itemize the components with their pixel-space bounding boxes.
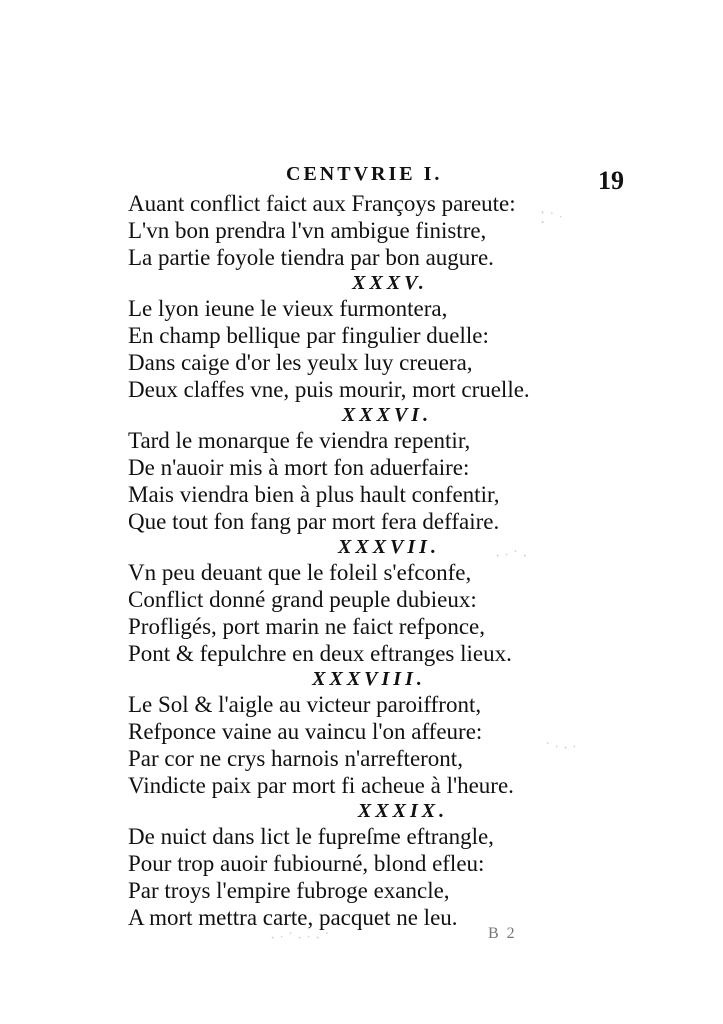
verse-line: Pour trop auoir fubiourné, blond efleu: xyxy=(128,851,485,876)
running-head: CENTVRIE I. xyxy=(286,163,443,185)
show-through-mark: · ˑ ˙ · xyxy=(495,548,528,565)
quatrain xyxy=(128,403,588,535)
verse-line: De nuict dans lict le fupreſme eftrangle, xyxy=(128,824,494,849)
verse-line: Vindicte paix par mort fi acheue à l'heure. xyxy=(128,773,514,798)
verse-line: De n'auoir mis à mort fon aduerfaire: xyxy=(128,455,470,480)
verse-line: Vn peu deuant que le foleil s'efconfe, xyxy=(128,560,472,585)
quatrain-number: XXXVII. xyxy=(338,536,440,558)
quatrain-number: XXXVI. xyxy=(341,404,433,426)
verse-line: Profligés, port marin ne faict refponce, xyxy=(128,614,486,639)
verse-line: La partie foyole tiendra par bon augure. xyxy=(128,245,494,270)
quatrain xyxy=(128,190,588,271)
quatrain xyxy=(128,799,588,931)
verse-line: A mort mettra carte, pacquet ne leu. xyxy=(128,905,458,930)
verse-line: Pont & fepulchre en deux eftranges lieux. xyxy=(128,641,512,666)
verse-line: Le Sol & l'aigle au victeur paroiffront, xyxy=(128,692,482,717)
catchword: B 2 xyxy=(488,925,517,942)
verse-line: Par cor ne crys harnois n'arrefteront, xyxy=(128,746,463,771)
verse-line: Par troys l'empire fubroge exancle, xyxy=(128,878,450,903)
verse-line: Refponce vaine au vaincu l'on affeure: xyxy=(128,719,483,744)
verse-line: Deux claffes vne, puis mourir, mort cruelle. xyxy=(128,377,530,402)
verse-line: Dans caige d'or les yeulx luy creuera, xyxy=(128,350,473,375)
quatrain-number: XXXVIII. xyxy=(312,668,426,690)
verse-line: Auant conflict faict aux Françoys pareute: xyxy=(128,191,516,216)
verse-line: Que tout fon fang par mort fera deffaire. xyxy=(128,509,500,534)
page-number: 19 xyxy=(598,166,624,195)
verse-line: L'vn bon prendra l'vn ambigue finistre, xyxy=(128,218,487,243)
verse-line: Le lyon ieune le vieux furmontera, xyxy=(128,296,448,321)
quatrain xyxy=(128,271,588,403)
verse-line: Conflict donné grand peuple dubieux: xyxy=(128,587,477,612)
quatrain xyxy=(128,667,588,799)
quatrain-number: XXXIX. xyxy=(357,800,449,822)
verse-line: Tard le monarque fe viendra repentir, xyxy=(128,428,471,453)
verse-line: Mais viendra bien à plus hault confentir, xyxy=(128,482,500,507)
verse-line: En champ bellique par fingulier duelle: xyxy=(128,323,489,348)
quatrain-number: XXXV. xyxy=(352,272,428,294)
show-through-mark: ˙ ˑ · ˑ xyxy=(545,740,577,757)
show-through-mark: ⁚ ˙ ˑ xyxy=(540,210,563,227)
show-through-mark: · ˑ ˙ · ˑ · ˙ xyxy=(270,930,330,947)
